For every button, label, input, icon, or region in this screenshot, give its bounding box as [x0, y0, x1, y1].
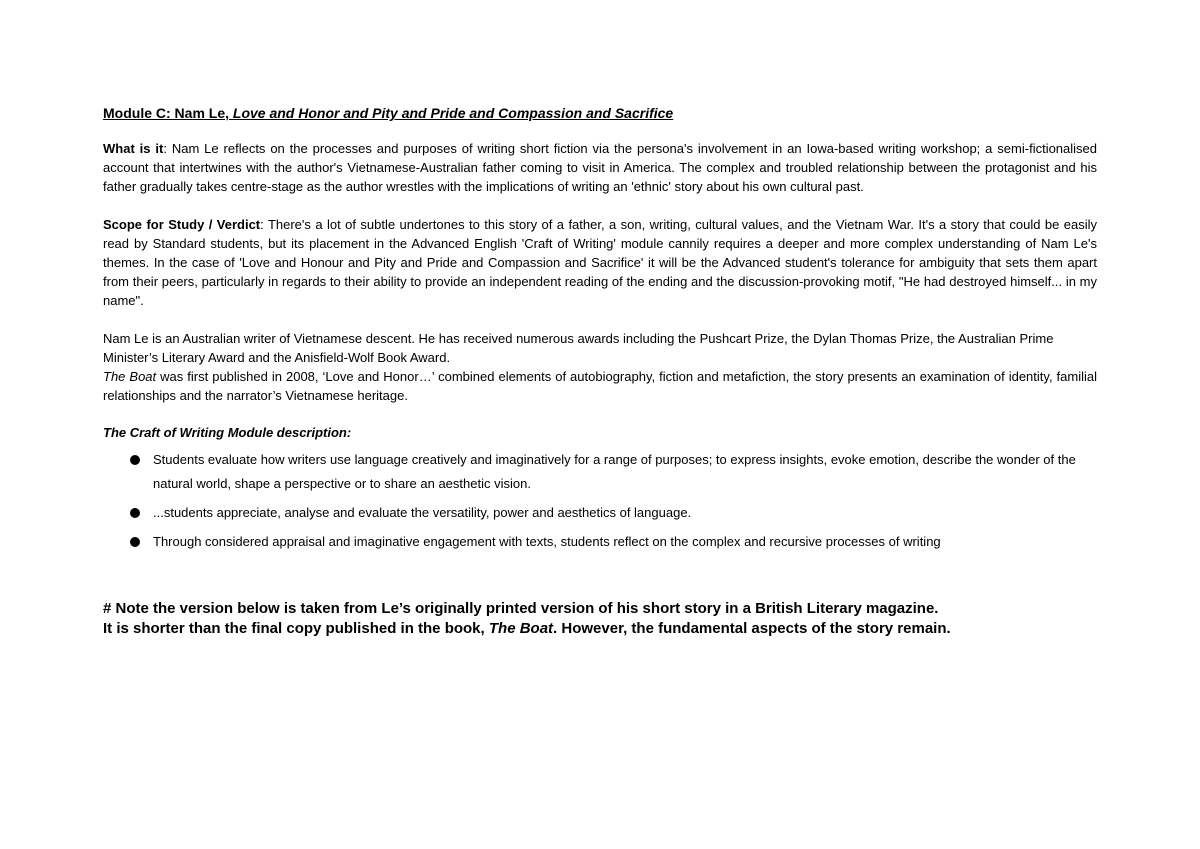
- list-item: [103, 448, 1097, 496]
- module-description-heading: The Craft of Writing Module description:: [103, 425, 352, 440]
- list-item-text: Through considered appraisal and imaginative engagement with texts, students reflect on the complex and recursive processes of writing: [153, 534, 941, 549]
- bio-text: Nam Le is an Australian writer of Vietnamese descent. He has received numerous awards including the Pushcart Prize, the Dylan Thomas Prize, the Australian Prime Minister’s Literary Award and the Anisfield-Wolf Book Award.: [103, 331, 1054, 365]
- note-line-2: [103, 619, 1097, 639]
- scope-label: Scope for Study / Verdict: [103, 217, 261, 232]
- what-is-it-label: What is it: [103, 141, 164, 156]
- note-line-1: # Note the version below is taken from Le’s originally printed version of his short story in a British Literary magazine.: [103, 600, 939, 617]
- scope-text: : There's a lot of subtle undertones to this story of a father, a son, writing, cultural values, and the Vietnam War. It's a story that could be easily read by Standard students, but its placement in the Advanced English 'Craft of Writing' module cannily requires a deeper and more complex understanding of Nam Le's themes. In the case of 'Love and Honour and Pity and Pride and Compassion and Sacrifice' it will be the Advanced student's tolerance for ambiguity that sets them apart from their peers, particularly in regards to their ability to provide an independent reading of the ending and the discussion-provoking motif, "He had destroyed himself... in my name".: [103, 217, 1098, 308]
- bio-paragraph: [103, 329, 1097, 367]
- module-description-list: [103, 448, 1097, 554]
- list-item-text: Students evaluate how writers use language creatively and imaginatively for a range of purposes; to express insights, evoke emotion, describe the wonder of the natural world, shape a perspective or to share an aesthetic vision.: [153, 452, 1076, 491]
- list-item: [103, 501, 1097, 525]
- bullet-icon: [130, 455, 140, 465]
- boat-title: The Boat: [103, 369, 157, 384]
- list-item-text: ...students appreciate, analyse and evaluate the versatility, power and aesthetics of language.: [153, 505, 692, 520]
- note-book-title: The Boat: [488, 620, 554, 637]
- what-is-it-paragraph: [103, 139, 1097, 196]
- document-title: [103, 103, 1097, 123]
- scope-paragraph: [103, 215, 1097, 310]
- bullet-icon: [130, 508, 140, 518]
- title-prefix: Module C: Nam Le,: [103, 105, 233, 121]
- title-story-name: Love and Honor and Pity and Pride and Compassion and Sacrifice: [232, 105, 674, 121]
- boat-paragraph: [103, 367, 1097, 405]
- boat-text: was first published in 2008, ‘Love and Honor…’ combined elements of autobiography, fiction and metafiction, the story presents an examination of identity, familial relationships and the narrator’s Vietnamese heritage.: [103, 369, 1098, 403]
- note-line-2-prefix: It is shorter than the final copy published in the book,: [103, 620, 489, 637]
- list-item: [103, 530, 1097, 554]
- document-page: [103, 103, 1097, 639]
- what-is-it-text: : Nam Le reflects on the processes and purposes of writing short fiction via the persona's involvement in an Iowa-based writing workshop; a semi-fictionalised account that intertwines with the author's Vietnamese-Australian father coming to visit in America. The complex and troubled relationship between the protagonist and his father gradually takes centre-stage as the author wrestles with the implications of writing an 'ethnic' story about his own cultural past.: [103, 141, 1098, 194]
- note-line-2-suffix: . However, the fundamental aspects of the story remain.: [553, 620, 951, 637]
- version-note: [103, 599, 1097, 639]
- bullet-icon: [130, 537, 140, 547]
